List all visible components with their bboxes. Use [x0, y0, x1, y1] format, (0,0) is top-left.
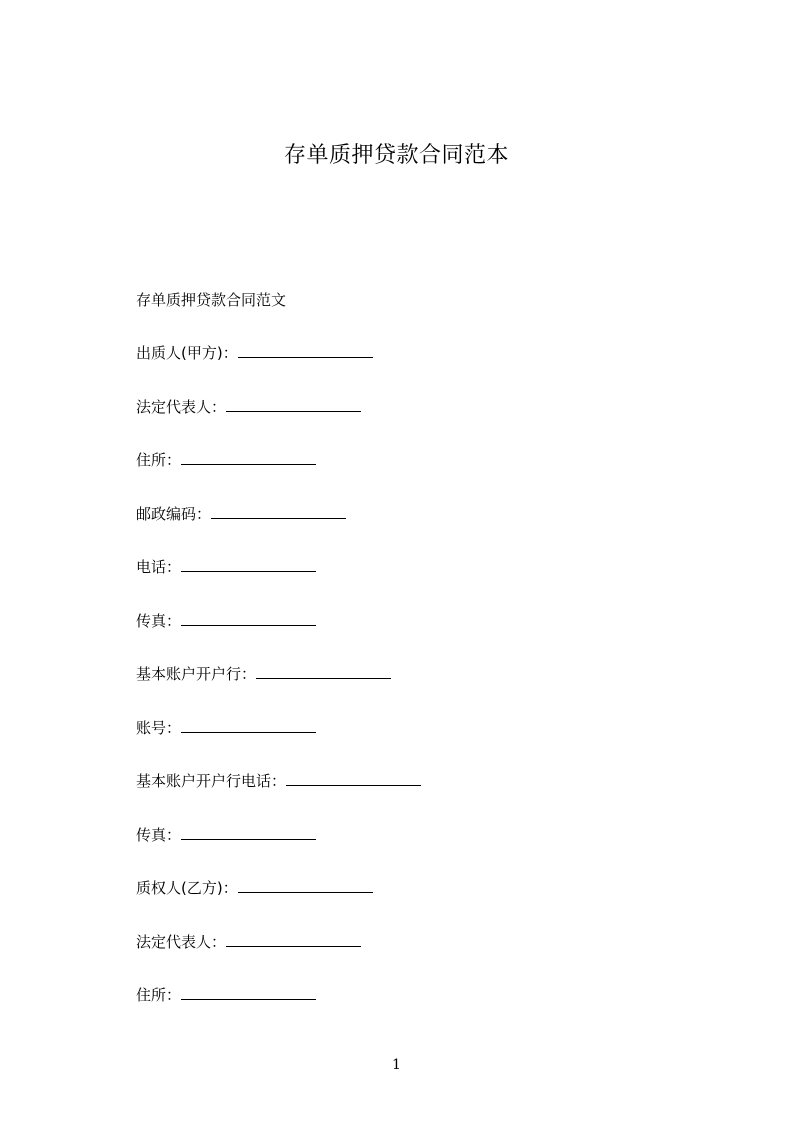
blank-fill-line [286, 770, 421, 786]
field-label: 出质人(甲方)： [136, 344, 238, 362]
field-basic-account-bank [136, 663, 421, 717]
field-basic-account-bank-phone [136, 770, 421, 824]
field-label: 传真： [136, 825, 182, 844]
field-label: 法定代表人： [136, 397, 227, 416]
blank-fill-line [238, 342, 373, 358]
field-label: 账号： [136, 718, 182, 737]
field-label: 法定代表人： [136, 932, 227, 951]
contract-field-list [136, 342, 421, 1038]
blank-fill-line [211, 503, 346, 519]
field-legal-representative [136, 396, 421, 450]
page-number: 1 [392, 1057, 401, 1073]
field-label: 住所： [136, 986, 182, 1004]
field-label: 邮政编码： [136, 504, 212, 523]
blank-fill-line [226, 931, 361, 947]
blank-fill-line [181, 610, 316, 626]
field-label: 基本账户开户行： [136, 665, 257, 683]
blank-fill-line [181, 824, 316, 840]
field-label: 住所： [136, 451, 182, 469]
field-label: 电话： [136, 558, 182, 576]
page-title: 存单质押贷款合同范本 [283, 143, 509, 168]
field-account-number [136, 717, 421, 771]
blank-fill-line [181, 556, 316, 572]
field-label: 传真： [136, 611, 182, 630]
field-label: 质权人(乙方)： [136, 879, 238, 897]
field-fax [136, 610, 421, 664]
blank-fill-line [181, 984, 316, 1000]
blank-fill-line [181, 717, 316, 733]
blank-fill-line [181, 449, 316, 465]
blank-fill-line [226, 396, 361, 412]
field-phone [136, 556, 421, 610]
field-address [136, 449, 421, 503]
field-pledgee [136, 877, 421, 931]
blank-fill-line [256, 663, 391, 679]
field-address [136, 984, 421, 1038]
field-legal-representative [136, 931, 421, 985]
field-label: 基本账户开户行电话： [136, 772, 287, 790]
field-postal-code [136, 503, 421, 557]
field-pledgor [136, 342, 421, 396]
blank-fill-line [238, 877, 373, 893]
document-heading: 存单质押贷款合同范文 [136, 291, 287, 309]
field-fax [136, 824, 421, 878]
